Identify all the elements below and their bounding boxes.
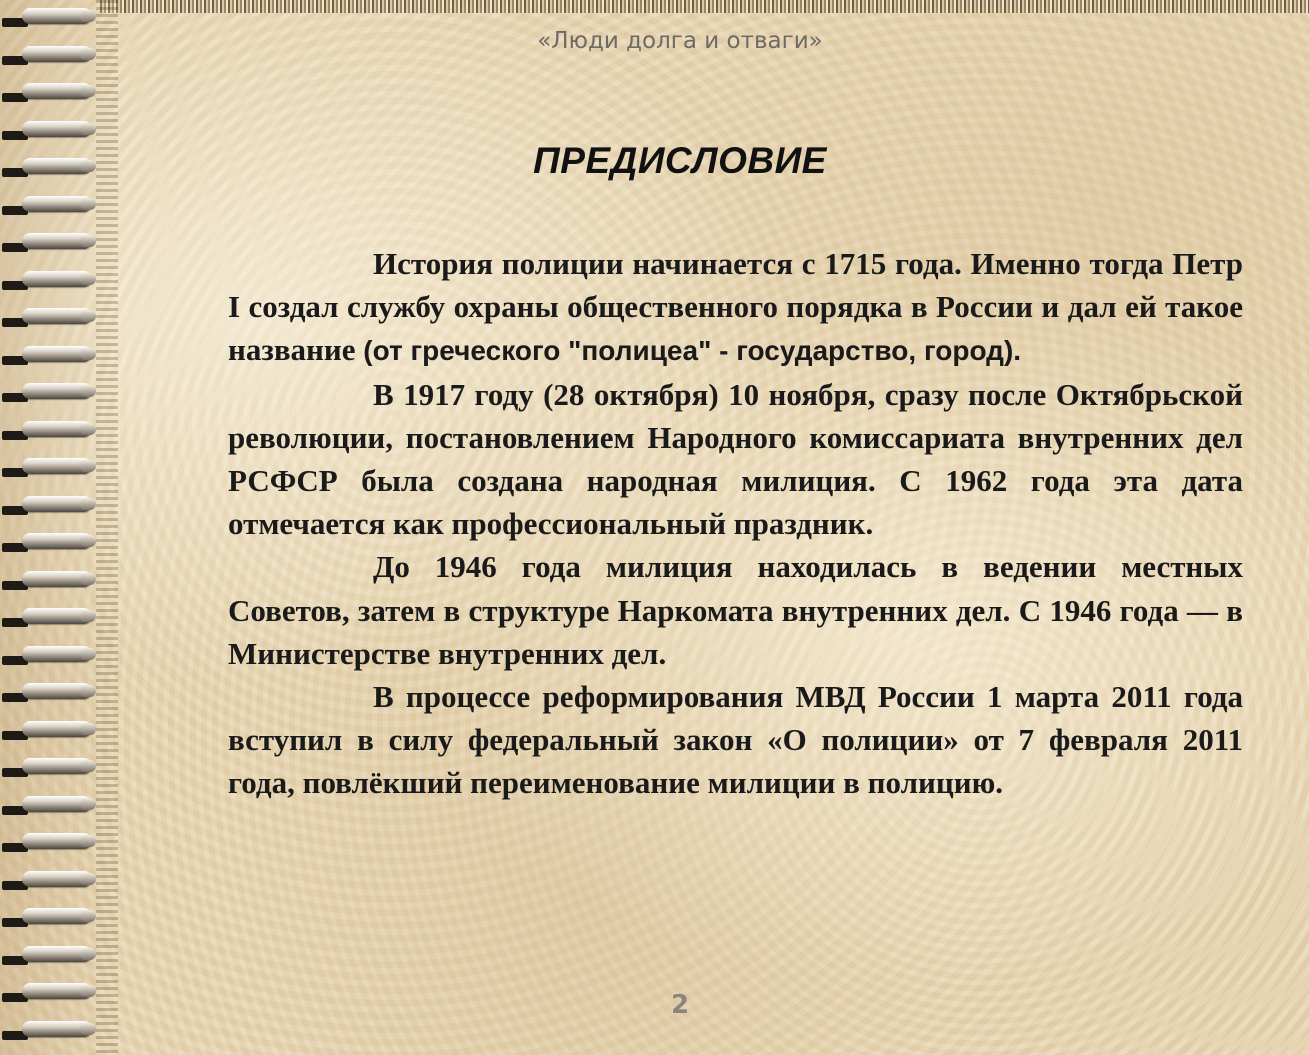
binding-ring [22, 908, 92, 924]
binding-ring [22, 346, 92, 362]
page-header: «Люди долга и отваги» [537, 28, 823, 54]
binding-ring [22, 646, 92, 662]
binding-ring [22, 458, 92, 474]
binding-ring [22, 721, 92, 737]
page-number: 2 [670, 990, 690, 1020]
paragraph-history-text: История полиции начинается с 1715 года. Именно тогда Петр I создал службу охраны общественного порядка в России и дал ей такое название [228, 246, 1243, 368]
binding-ring [22, 421, 92, 437]
decorative-top-border [100, 0, 1309, 13]
binding-edge [96, 0, 118, 1055]
page-title: ПРЕДИСЛОВИЕ [533, 140, 827, 181]
paragraph-militia-ministry: До 1946 года милиция находилась в ведении местных Советов, затем в структуре Наркомата внутренних дел. С 1946 года — в Министерстве внутренних дел. [228, 549, 1243, 671]
binding-ring [22, 383, 92, 399]
binding-ring [22, 608, 92, 624]
binding-ring [22, 871, 92, 887]
paragraph-police-reform: В процессе реформирования МВД России 1 марта 2011 года вступил в силу федеральный закон «О полиции» от 7 февраля 2011 года, повлёкший переименование милиции в полицию. [228, 679, 1243, 801]
document-body [228, 242, 1243, 805]
binding-ring [22, 983, 92, 999]
binding-ring [22, 158, 92, 174]
binding-ring [22, 571, 92, 587]
binding-ring [22, 1021, 92, 1037]
paragraph-history [228, 242, 1243, 373]
binding-ring [22, 46, 92, 62]
binding-ring [22, 308, 92, 324]
binding-ring [22, 271, 92, 287]
binding-ring [22, 496, 92, 512]
binding-ring [22, 533, 92, 549]
binding-ring [22, 833, 92, 849]
binding-ring [22, 946, 92, 962]
paragraph-militia-founding: В 1917 году (28 октября) 10 ноября, сразу после Октябрьской революции, постановлением Народного комиссариата внутренних дел РСФСР была создана народная милиция. С 1962 года эта дата отмечается как профессиональный праздник. [228, 376, 1243, 542]
binding-ring [22, 233, 92, 249]
binding-ring [22, 121, 92, 137]
binding-ring [22, 196, 92, 212]
spiral-binding-icon [0, 0, 118, 1055]
paragraph-history-etymology: (от греческого "полицеа" - государство, город). [363, 335, 1022, 367]
binding-ring [22, 8, 92, 24]
binding-ring [22, 796, 92, 812]
binding-ring [22, 758, 92, 774]
binding-ring [22, 83, 92, 99]
binding-ring [22, 683, 92, 699]
